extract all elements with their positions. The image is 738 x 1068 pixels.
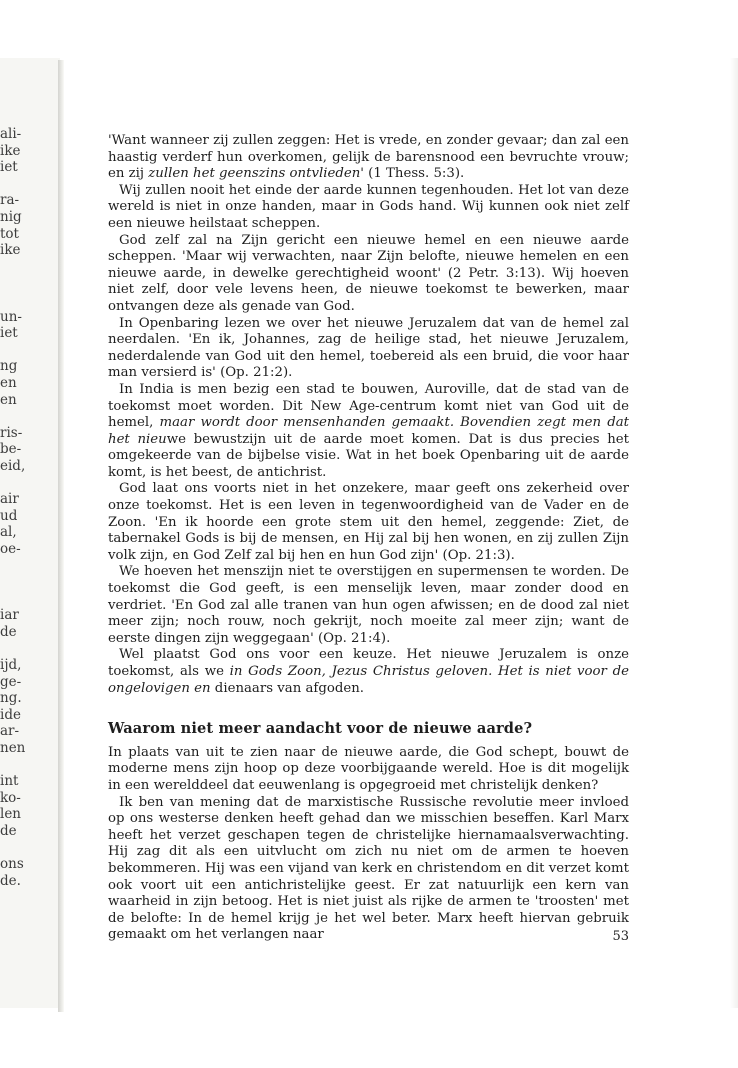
page-number: 53 [612, 929, 629, 944]
facing-page-fragment: iet [0, 159, 18, 176]
facing-page-fragments [0, 126, 52, 889]
text-run: God laat ons voorts niet in het onzekere, maar geeft ons zekerheid over onze toekomst. Het is een leven in tegenwoordigheid van de Vader en de Zoon. 'En ik hoorde een grote stem uit den hemel, zeggende: Ziet, de tabernakel Gods is bij de mensen, en Hij zal bij hen wonen, en zij zullen Zijn volk zijn, en God Zelf zal bij hen en hun God zijn' (Op. 21:3). [108, 481, 629, 563]
text-run: In plaats van uit te zien naar de nieuwe aarde, die God schept, bouwt de moderne mens zijn hoop op deze voorbijgaande wereld. Hoe is dit mogelijk in een werelddeel dat eeuwenlang is opgegroeid met christelijk denken? [108, 744, 629, 793]
facing-page-fragment: ng. [0, 690, 22, 707]
facing-page-fragment [0, 275, 52, 292]
text-run: In Openbaring lezen we over het nieuwe Jeruzalem dat van de hemel zal neerdalen. 'En ik, Johannes, zag de heilige stad, het nieuwe Jeruzalem, nederdalende van God uit den hemel, toebereid als een bruid, die voor haar man versierd is' (Op. 21:2). [108, 315, 629, 381]
section-heading: Waarom niet meer aandacht voor de nieuwe aarde? [108, 720, 533, 738]
facing-page-fragment: ra- [0, 192, 20, 209]
facing-page-fragment [0, 292, 52, 309]
section-body-2 [108, 745, 629, 944]
facing-page-fragment [0, 176, 52, 193]
facing-page-fragment: ike [0, 142, 21, 159]
facing-page-fragment [0, 408, 52, 425]
facing-page-fragment: nen [0, 739, 26, 756]
facing-page-fragment: ud [0, 507, 18, 524]
italic-text: zullen het geenszins ontvlieden [148, 166, 361, 182]
text-run: Wel plaatst God ons voor een keuze. Het nieuwe Jeruzalem is onze toekomst, als we [108, 647, 629, 679]
paragraph [108, 133, 629, 183]
facing-page-fragment: al, [0, 524, 17, 541]
facing-page-fragment: ali- [0, 126, 22, 142]
facing-page-fragment [0, 591, 52, 608]
text-run: dienaars van afgoden. [210, 680, 365, 696]
text-run: Wij zullen nooit het einde der aarde kunnen tegenhouden. Het lot van deze wereld is niet in onze handen, maar in Gods hand. Wij kunnen ook niet zelf een nieuwe heilstaat scheppen. [108, 182, 629, 231]
text-run: ' (1 Thess. 5:3). [360, 166, 465, 182]
facing-page-fragment [0, 640, 52, 657]
facing-page-fragment: ons [0, 856, 24, 873]
book-gutter [58, 60, 64, 1012]
paragraph [108, 233, 629, 316]
text-run: Ik ben van mening dat de marxistische Russische revolutie meer invloed op ons westerse denken heeft gehad dan we misschien beseffen. Karl Marx heeft het verzet geschapen tegen de christelijke hiernamaalsverwachting. Hij zag dit als een uitvlucht om zich nu niet om de armen te hoeven bekommeren. Hij was een vijand van kerk en christendom en dit verzet komt ook voort uit een antichristelijke geest. Er zat natuurlijk een kern van waarheid in zijn betoog. Het is niet juist als rijke de armen te 'troosten' met de belofte: In de hemel krijg je het wel beter. Marx heeft hiervan gebruik gemaakt om het verlangen naar [108, 794, 629, 943]
italic-text: maar wordt door mensenhanden gemaakt. Bovendien zegt men dat het nieu [108, 415, 629, 447]
facing-page-fragment: eid, [0, 457, 26, 474]
facing-page-fragment: int [0, 773, 19, 790]
facing-page-fragment: de. [0, 872, 21, 889]
facing-page-fragment: de [0, 623, 17, 640]
facing-page-fragment: iet [0, 325, 18, 342]
facing-page-fragment: ide [0, 706, 21, 723]
facing-page-fragment [0, 259, 52, 276]
facing-page-fragment: ijd, [0, 657, 22, 673]
facing-page-fragment [0, 574, 52, 591]
text-run: 'Want wanneer zij zullen zeggen: Het is vrede, en zonder gevaar; dan zal een haastig verderf hun overkomen, gelijk de barensnood een bevruchte vrouw; en zij [108, 133, 629, 182]
facing-page-fragment: ko- [0, 789, 21, 806]
paragraph [108, 647, 629, 697]
text-run: God zelf zal na Zijn gericht een nieuwe hemel en een nieuwe aarde scheppen. 'Maar wij verwachten, naar Zijn belofte, nieuwe hemelen en een nieuwe aarde, in dewelke gerechtigheid woont' (2 Petr. 3:13). Wij hoeven niet zelf, door vele levens heen, de nieuwe toekomst te bewerken, maar ontvangen deze als genade van God. [108, 232, 629, 314]
facing-page-fragment: tot [0, 225, 19, 242]
facing-page-fragment: nig [0, 208, 22, 225]
facing-page-fragment: ng [0, 358, 18, 375]
facing-page-fragment: en [0, 374, 17, 391]
facing-page-fragment: un- [0, 308, 22, 325]
facing-page-fragment: len [0, 806, 22, 823]
paragraph [108, 382, 629, 482]
page-edge-shadow [730, 58, 738, 1008]
facing-page-fragment: ar- [0, 723, 20, 740]
facing-page-fragment: ge- [0, 673, 22, 690]
facing-page-fragment [0, 557, 52, 574]
facing-page-fragment: de [0, 822, 17, 839]
text-run: we bewustzijn uit de aarde moet komen. Dat is dus precies het omgekeerde van de bijbelse visie. Wat in het boek Openbaring uit de aarde komt, is het beest, de antichrist. [108, 431, 629, 480]
paragraph [108, 481, 629, 564]
section-body [108, 133, 629, 697]
paragraph [108, 745, 629, 795]
text-run: We hoeven het menszijn niet te overstijgen en supermensen te worden. De toekomst die God geeft, is een menselijk leven, maar zonder dood en verdriet. 'En God zal alle tranen van hun ogen afwissen; en de dood zal niet meer zijn; noch rouw, noch gekrijt, noch moeite zal meer zijn; want de eerste dingen zijn weggegaan' (Op. 21:4). [108, 564, 629, 646]
facing-page-fragment: en [0, 391, 17, 408]
facing-page-fragment: ris- [0, 424, 23, 441]
text-run: In India is men bezig een stad te bouwen, Auroville, dat de stad van de toekomst moet worden. Dit New Age-centrum komt niet van God uit de hemel, [108, 381, 629, 431]
paragraph [108, 183, 629, 233]
facing-page-fragment: be- [0, 441, 22, 458]
paragraph [108, 564, 629, 647]
paragraph [108, 316, 629, 382]
facing-page-fragment: oe- [0, 540, 21, 557]
facing-page-fragment: air [0, 491, 19, 508]
facing-page-fragment [0, 840, 52, 857]
italic-text: in Gods Zoon, Jezus Christus geloven. Het is niet voor de ongelovigen en [108, 664, 629, 696]
facing-page-fragment [0, 474, 52, 491]
facing-page-fragment [0, 342, 52, 359]
page-body [108, 133, 629, 944]
paragraph [108, 795, 629, 944]
facing-page-fragment [0, 757, 52, 774]
facing-page-fragment: iar [0, 607, 19, 624]
facing-page-fragment: ike [0, 242, 21, 259]
